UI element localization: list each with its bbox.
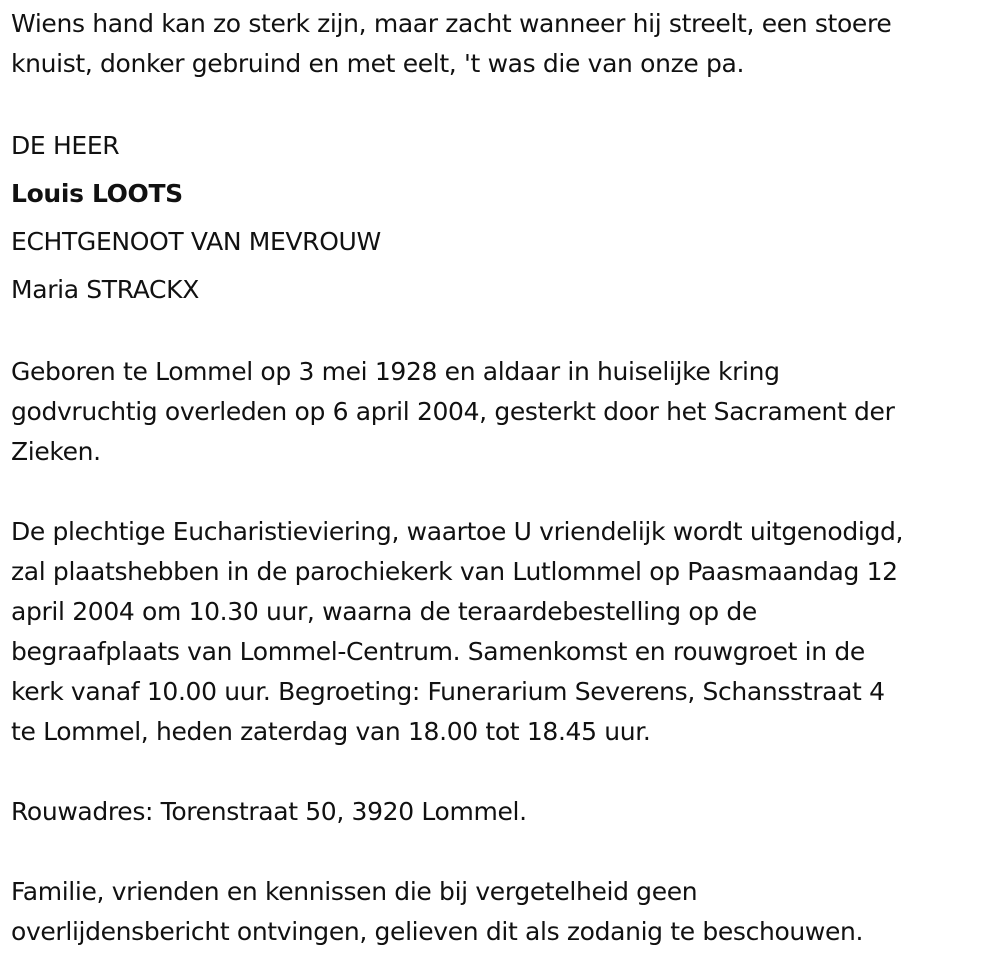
spacer xyxy=(11,752,996,792)
mourning-address: Rouwadres: Torenstraat 50, 3920 Lommel. xyxy=(11,797,527,826)
salutation: DE HEER xyxy=(11,131,120,160)
obituary-document xyxy=(11,4,996,952)
spacer xyxy=(11,84,996,122)
ceremony-paragraph: De plechtige Eucharistieviering, waartoe U vriendelijk wordt uitgenodigd, zal plaatshebben in de parochiekerk van Lutlommel op Paasmaandag 12 april 2004 om 10.30 uur, waarna de teraardebestelling op de begraafplaats van Lommel-Centrum. Samenkomst en rouwgroet in de kerk vanaf 10.00 uur. Begroeting: Funerarium Severens, Schansstraat 4 te Lommel, heden zaterdag van 18.00 tot 18.45 uur. xyxy=(11,517,904,746)
deceased-name: Louis LOOTS xyxy=(11,179,183,208)
spacer xyxy=(11,314,996,352)
spacer xyxy=(11,472,996,512)
spacer xyxy=(11,832,996,872)
poem-paragraph: Wiens hand kan zo sterk zijn, maar zacht wanneer hij streelt, een stoere knuist, donker gebruind en met eelt, 't was die van onze pa. xyxy=(11,9,892,78)
spouse-name: Maria STRACKX xyxy=(11,275,199,304)
closing-paragraph: Familie, vrienden en kennissen die bij vergetelheid geen overlijdensbericht ontvingen, gelieven dit als zodanig te beschouwen. xyxy=(11,877,864,946)
birth-death-paragraph: Geboren te Lommel op 3 mei 1928 en aldaar in huiselijke kring godvruchtig overleden op 6 april 2004, gesterkt door het Sacrament der Zieken. xyxy=(11,357,895,466)
relation-line: ECHTGENOOT VAN MEVROUW xyxy=(11,227,381,256)
